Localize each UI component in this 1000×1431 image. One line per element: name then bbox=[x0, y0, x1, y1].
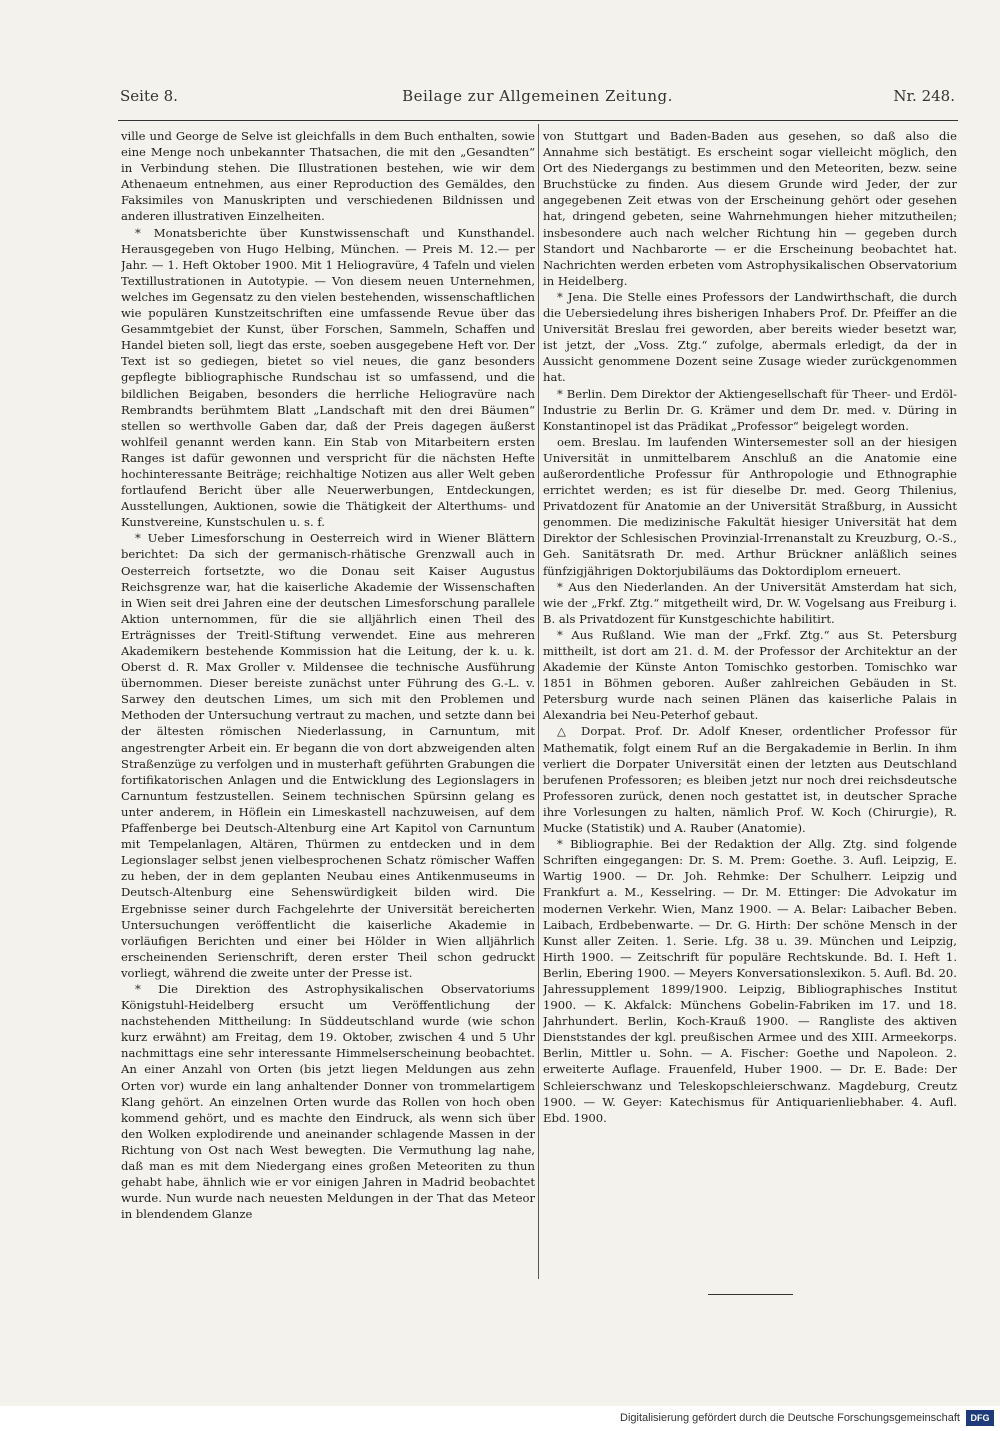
article-paragraph: * Bibliographie. Bei der Redaktion der Allg. Ztg. sind folgende Schriften eingegangen: Dr. S. M. Prem: Goethe. 3. Aufl. Leipzig, E. Wartig 1900. — Dr. Joh. Rehmke: Der Schulherr. Leipzig und Frankfurt a. M., Kesselring. — Dr. M. Ettinger: Die Advokatur im modernen Verkehr. Wien, Manz 1900. — A. Belar: Laibacher Beben. Laibach, Erdbebenwarte. — Dr. G. Hirth: Der schöne Mensch in der Kunst aller Zeiten. 1. Serie. Lfg. 38 u. 39. München und Leipzig, Hirth 1900. — Zeitschrift für populäre Rechtskunde. Bd. I. Heft 1. Berlin, Ebering 1900. — Meyers Konversationslexikon. 5. Aufl. Bd. 20. Jahressupplement 1899/1900. Leipzig, Bibliographisches Institut 1900. — K. Akfalck: Münchens Gobelin-Fabriken im 17. und 18. Jahrhundert. Berlin, Koch-Krauß 1900. — Rangliste des aktiven Dienststandes der kgl. preußischen Armee und des XIII. Armeekorps. Berlin, Mittler u. Sohn. — A. Fischer: Goethe und Napoleon. 2. erweiterte Auflage. Frauenfeld, Huber 1900. — Dr. E. Bade: Der Schleierschwanz und Teleskopschleierschwanz. Magdeburg, Creutz 1900. — W. Geyer: Katechismus für Antiquarienliebhaber. 4. Aufl. Ebd. 1900. bbox=[543, 837, 957, 1125]
article-paragraph: * Die Direktion des Astrophysikalischen Observatoriums Königstuhl-Heidelberg ersucht um Veröffentlichung der nachstehenden Mittheilung: In Süddeutschland wurde (wie schon kurz erwähnt) am Freitag, dem 19. Oktober, zwischen 4 und 5 Uhr nachmittags eine sehr interessante Himmelserscheinung beobachtet. An einer Anzahl von Orten (bis jetzt liegen Meldungen aus zehn Orten vor) wurde ein lang anhaltender Donner von trommelartigem Klang gehört. An einzelnen Orten wurde das Rollen von hoch oben kommend gehört, und es machte den Eindruck, als wenn sich über den Wolken explodirende und aneinander schlagende Massen in der Richtung von Ost nach West bewegten. Die Vermuthung lag nahe, daß man es mit dem Niedergang eines großen Meteoriten zu thun gehabt habe, ähnlich wie er vor einigen Jahren in Madrid beobachtet wurde. Nun wurde nach neuesten Meldungen in der That das Meteor in blendendem Glanze bbox=[121, 981, 535, 1222]
right-column bbox=[543, 128, 957, 1290]
funding-credit: Digitalisierung gefördert durch die Deutsche Forschungsgemeinschaft bbox=[620, 1412, 960, 1424]
article-paragraph: * Berlin. Dem Direktor der Aktiengesellschaft für Theer- und Erdöl-Industrie zu Berlin Dr. G. Krämer und dem Dr. med. v. Düring in Konstantinopel ist das Prädikat „Professor“ beigelegt worden. bbox=[543, 386, 957, 433]
article-paragraph: von Stuttgart und Baden-Baden aus gesehen, so daß also die Annahme sich bestätigt. Es erscheint sogar vielleicht möglich, den Ort des Niedergangs zu bestimmen und den Meteoriten, bezw. seine Bruchstücke zu finden. Aus diesem Grunde wird Jeder, der zur angegebenen Zeit etwas von der Erscheinung gehört oder gesehen hat, dringend gebeten, seine Wahrnehmungen hieher mitzutheilen; insbesondere auch nach welcher Richtung hin — gegeben durch Standort und Nachbarorte — er die Erscheinung beobachtet hat. Nachrichten werden erbeten vom Astrophysikalischen Observatorium in Heidelberg. bbox=[543, 129, 957, 288]
left-column bbox=[121, 128, 535, 1274]
article-paragraph: * Aus Rußland. Wie man der „Frkf. Ztg.“ aus St. Petersburg mittheilt, ist dort am 21. d. M. der Professor der Architektur an der Akademie der Künste Anton Tomischko gestorben. Tomischko war 1851 in Böhmen geboren. Außer zahlreichen Gebäuden in St. Petersburg wurde nach seinen Plänen das kaiserliche Palais in Alexandria bei Neu-Peterhof gebaut. bbox=[543, 627, 957, 723]
article-paragraph: ville und George de Selve ist gleichfalls in dem Buch enthalten, sowie eine Menge noch unbekannter Thatsachen, die mit den „Gesandten“ in Verbindung stehen. Die Illustrationen bestehen, wie wir dem Athenaeum entnehmen, aus einer Reproduction des Gemäldes, den Faksimiles von Manuskripten und verschiedenen Bildnissen und anderen illustrativen Einzelheiten. bbox=[121, 129, 535, 224]
article-paragraph: * Ueber Limesforschung in Oesterreich wird in Wiener Blättern berichtet: Da sich der germanisch-rhätische Grenzwall auch in Oesterreich fortsetzte, wo die Donau seit Kaiser Augustus Reichsgrenze war, hat die kaiserliche Akademie der Wissenschaften in Wien seit drei Jahren eine der deutschen Limesforschung parallele Aktion unternommen, für die sie alljährlich einen Theil des Erträgnisses der Treitl-Stiftung verwendet. Eine aus mehreren Akademikern bestehende Kommission hat die Leitung, der k. u. k. Oberst d. R. Max Groller v. Mildensee die technische Ausführung übernommen. Dieser bereiste zunächst unter Führung des G.-L. v. Sarwey den deutschen Limes, um sich mit den Problemen und Methoden der Untersuchung vertraut zu machen, und setzte dann bei der ältesten römischen Niederlassung, in Carnuntum, mit angestrengter Arbeit ein. Er begann die von dort abzweigenden alten Straßenzüge zu verfolgen und in musterhaft geführten Grabungen die fortifikatorischen Anlagen und die Entwicklung des Legionslagers in Carnuntum festzustellen. Seinem technischen Spürsinn gelang es unter anderem, in Höflein ein Limeskastell nachzuweisen, auf dem Pfaffenberge bei Deutsch-Altenburg eine Art Kapitol von Carnuntum mit Tempelanlagen, Altären, Thürmen zu entdecken und in dem Legionslager selbst jenen vielbesprochenen Schatz römischer Waffen zu heben, der in dem geplanten Neubau eines Antikenmuseums in Deutsch-Altenburg eine Sehenswürdigkeit bilden wird. Die Ergebnisse seiner durch Fachgelehrte der Universität bereicherten Untersuchungen veröffentlicht die kaiserliche Akademie in vorläufigen Berichten und einer bei Hölder in Wien alljährlich erscheinenden Serienschrift, deren erster Theil schon gedruckt vorliegt, während die zweite unter der Presse ist. bbox=[121, 531, 535, 980]
header-rule bbox=[118, 120, 958, 121]
article-paragraph: * Aus den Niederlanden. An der Universität Amsterdam hat sich, wie der „Frkf. Ztg.“ mitgetheilt wird, Dr. W. Vogelsang aus Freiburg i. B. als Privatdozent für Kunstgeschichte habilitirt. bbox=[543, 579, 957, 626]
publication-title: Beilage zur Allgemeinen Zeitung. bbox=[402, 87, 673, 105]
page-number: Seite 8. bbox=[120, 87, 178, 105]
article-paragraph: * Monatsberichte über Kunstwissenschaft und Kunsthandel. Herausgegeben von Hugo Helbing, München. — Preis M. 12.— per Jahr. — 1. Heft Oktober 1900. Mit 1 Heliogravüre, 4 Tafeln und vielen Textillustrationen in Autotypie. — Von diesem neuen Unternehmen, welches im Gegensatz zu den vielen bestehenden, wissenschaftlichen wie populären Kunstzeitschriften eine umfassende Revue über das Gesammtgebiet der Kunst, über Forschen, Sammeln, Schaffen und Handel bieten soll, liegt das erste, soeben ausgegebene Heft vor. Der Text ist so gediegen, bietet so viel neues, die ganz besonders gepflegte bibliographische Rundschau ist so umfassend, und die bildlichen Beigaben, besonders die herrliche Heliogravüre nach Rembrandts berühmtem Blatt „Landschaft mit den drei Bäumen“ stellen so werthvolle Gaben dar, daß der Preis dagegen äußerst wohlfeil genannt werden kann. Ein Stab von Mitarbeitern ersten Ranges ist dafür gewonnen und verspricht für die nächsten Hefte hochinteressante Beiträge; reichhaltige Notizen aus aller Welt geben fortlaufend Bericht über alle Neuerwerbungen, Entdeckungen, Ausstellungen, Auktionen, sowie die Thätigkeit der Alterthums- und Kunstvereine, Kunstschulen u. s. f. bbox=[121, 225, 535, 530]
column-divider bbox=[538, 124, 539, 1279]
article-paragraph: △ Dorpat. Prof. Dr. Adolf Kneser, ordentlicher Professor für Mathematik, folgt einem Ruf an die Bergakademie in Berlin. In ihm verliert die Dorpater Universität einen der letzten aus Deutschland berufenen Professoren; es bleiben jetzt nur noch drei reichsdeutsche Professoren zurück, denen noch gestattet ist, in deutscher Sprache ihre Vorlesungen zu halten, nämlich Prof. W. Koch (Chirurgie), R. Mucke (Statistik) und A. Rauber (Anatomie). bbox=[543, 724, 957, 836]
article-paragraph: * Jena. Die Stelle eines Professors der Landwirthschaft, die durch die Uebersiedelung ihres bisherigen Inhabers Prof. Dr. Pfeiffer an die Universität Breslau frei geworden, aber bereits wieder besetzt war, ist jetzt, der „Voss. Ztg.“ zufolge, abermals erledigt, da der in Aussicht genommene Dozent seine Zusage wieder zurückgenommen hat. bbox=[543, 289, 957, 385]
page-header bbox=[120, 87, 955, 113]
end-rule bbox=[708, 1294, 793, 1295]
dfg-logo-icon: DFG bbox=[966, 1410, 994, 1426]
issue-number: Nr. 248. bbox=[893, 87, 955, 105]
article-paragraph: oem. Breslau. Im laufenden Wintersemester soll an der hiesigen Universität in unmittelbarem Anschluß an die Anatomie eine außerordentliche Professur für Anthropologie und Ethnographie errichtet werden; es ist für dieselbe Dr. med. Georg Thilenius, Privatdozent für Anatomie an der Universität Straßburg, in Aussicht genommen. Die medizinische Fakultät hiesiger Universität hat dem Direktor der Schlesischen Provinzial-Irrenanstalt zu Kreuzburg, O.-S., Geh. Sanitätsrath Dr. med. Arthur Brückner anläßlich seines fünfzigjährigen Doktorjubiläums das Doktordiplom erneuert. bbox=[543, 434, 957, 578]
